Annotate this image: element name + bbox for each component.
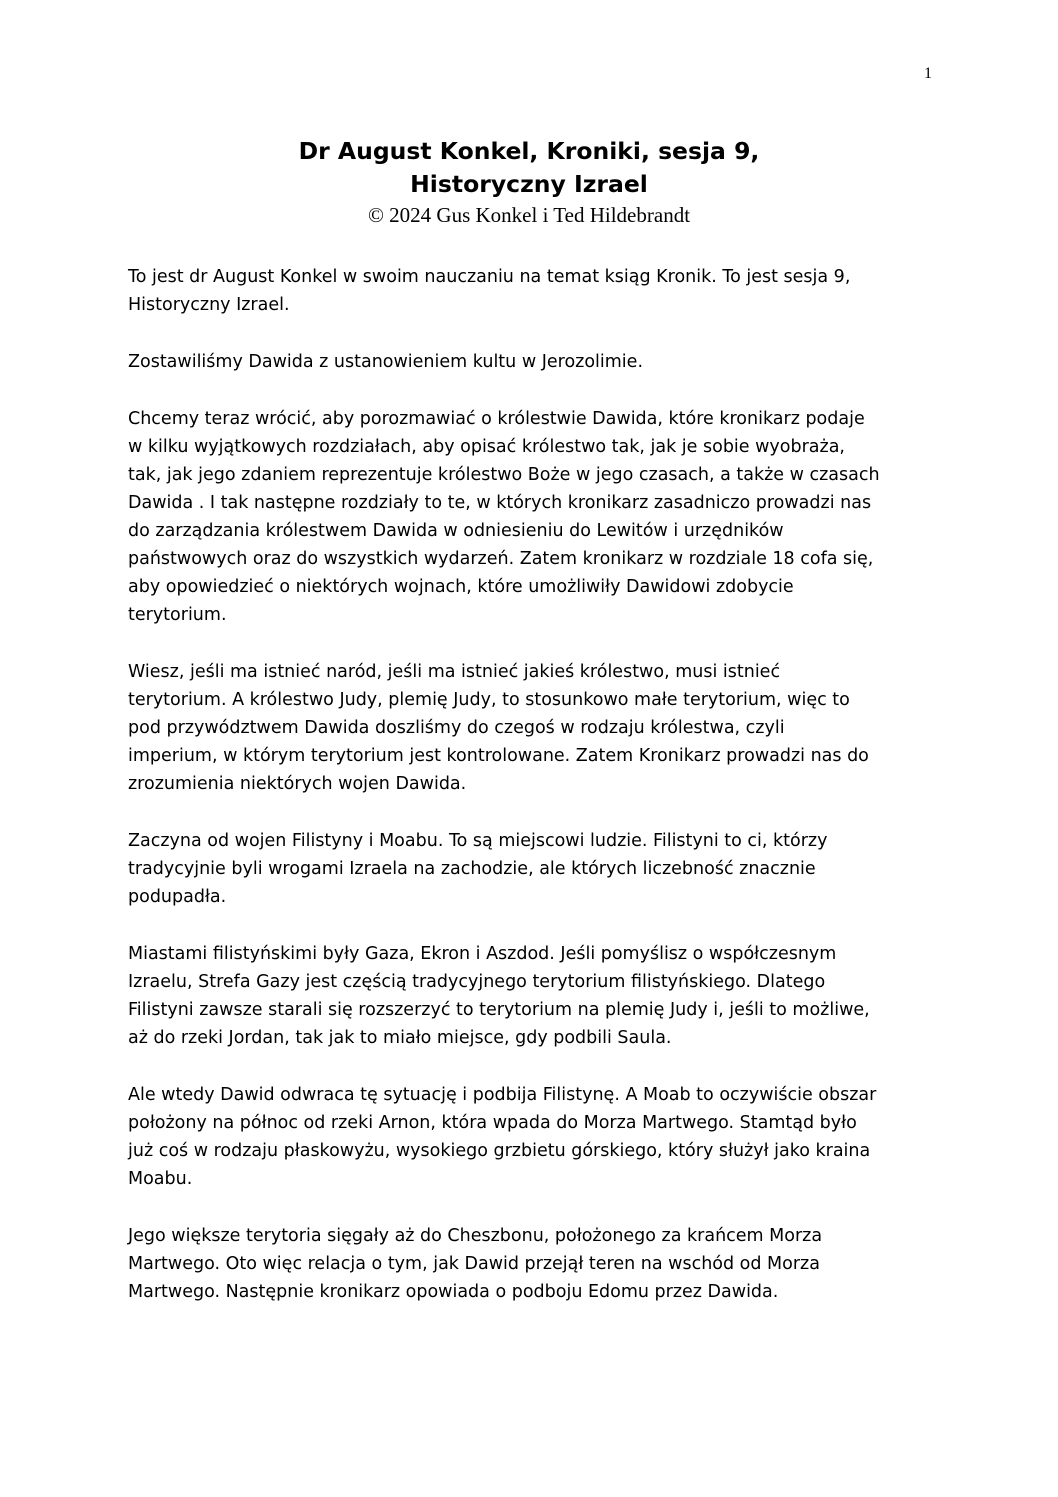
paragraph-line: Miastami filistyńskimi były Gaza, Ekron i Aszdod. Jeśli pomyślisz o współczesnym (128, 944, 837, 964)
paragraph-line: Jego większe terytoria sięgały aż do Cheszbonu, położonego za krańcem Morza (128, 1226, 823, 1246)
paragraph-line: Filistyni zawsze starali się rozszerzyć to terytorium na plemię Judy i, jeśli to możliwe, (128, 1000, 870, 1020)
paragraph-line: Zostawiliśmy Dawida z ustanowieniem kultu w Jerozolimie. (128, 352, 644, 372)
paragraph (128, 658, 928, 798)
paragraph-line: Zaczyna od wojen Filistyny i Moabu. To są miejscowi ludzie. Filistyni to ci, którzy (128, 831, 828, 851)
paragraph-line: tradycyjnie byli wrogami Izraela na zachodzie, ale których liczebność znacznie (128, 859, 816, 879)
paragraph (128, 1222, 928, 1306)
paragraph-line: imperium, w którym terytorium jest kontrolowane. Zatem Kronikarz prowadzi nas do (128, 746, 869, 766)
paragraph-line: państwowych oraz do wszystkich wydarzeń. Zatem kronikarz w rozdziale 18 cofa się, (128, 549, 874, 569)
paragraph-line: do zarządzania królestwem Dawida w odniesieniu do Lewitów i urzędników (128, 521, 784, 541)
paragraph-line: aż do rzeki Jordan, tak jak to miało miejsce, gdy podbili Saula. (128, 1028, 672, 1048)
paragraph (128, 263, 928, 319)
paragraph-line: w kilku wyjątkowych rozdziałach, aby opisać królestwo tak, jak je sobie wyobraża, (128, 437, 845, 457)
paragraph-line: podupadła. (128, 887, 227, 907)
paragraph-line: Moabu. (128, 1169, 193, 1189)
paragraph-line: terytorium. (128, 605, 227, 625)
document-body (128, 263, 928, 1335)
paragraph-line: Historyczny Izrael. (128, 295, 290, 315)
paragraph (128, 1081, 928, 1193)
paragraph (128, 348, 928, 376)
paragraph-line: zrozumienia niektórych wojen Dawida. (128, 774, 467, 794)
paragraph-line: Martwego. Następnie kronikarz opowiada o podboju Edomu przez Dawida. (128, 1282, 779, 1302)
paragraph (128, 827, 928, 911)
document-header (0, 135, 1058, 228)
paragraph-line: Martwego. Oto więc relacja o tym, jak Dawid przejął teren na wschód od Morza (128, 1254, 820, 1274)
paragraph-line: tak, jak jego zdaniem reprezentuje królestwo Boże w jego czasach, a także w czasach (128, 465, 880, 485)
paragraph-line: aby opowiedzieć o niektórych wojnach, które umożliwiły Dawidowi zdobycie (128, 577, 794, 597)
paragraph-line: położony na północ od rzeki Arnon, która wpada do Morza Martwego. Stamtąd było (128, 1113, 857, 1133)
paragraph-line: Izraelu, Strefa Gazy jest częścią tradycyjnego terytorium filistyńskiego. Dlatego (128, 972, 826, 992)
paragraph-line: To jest dr August Konkel w swoim nauczaniu na temat ksiąg Kronik. To jest sesja 9, (128, 267, 851, 287)
copyright-notice: © 2024 Gus Konkel i Ted Hildebrandt (367, 203, 691, 227)
paragraph-line: Dawida . I tak następne rozdziały to te, w których kronikarz zasadniczo prowadzi nas (128, 493, 872, 513)
document-title-line-2: Historyczny Izrael (410, 170, 648, 198)
paragraph-line: Chcemy teraz wrócić, aby porozmawiać o królestwie Dawida, które kronikarz podaje (128, 409, 865, 429)
document-title-line-1: Dr August Konkel, Kroniki, sesja 9, (298, 137, 760, 165)
paragraph (128, 940, 928, 1052)
paragraph-line: Wiesz, jeśli ma istnieć naród, jeśli ma istnieć jakieś królestwo, musi istnieć (128, 662, 781, 682)
paragraph-line: już coś w rodzaju płaskowyżu, wysokiego grzbietu górskiego, który służył jako kraina (128, 1141, 871, 1161)
paragraph-line: pod przywództwem Dawida doszliśmy do czegoś w rodzaju królestwa, czyli (128, 718, 785, 738)
paragraph-line: terytorium. A królestwo Judy, plemię Judy, to stosunkowo małe terytorium, więc to (128, 690, 850, 710)
page-number: 1 (924, 65, 932, 82)
paragraph (128, 405, 928, 629)
paragraph-line: Ale wtedy Dawid odwraca tę sytuację i podbija Filistynę. A Moab to oczywiście obszar (128, 1085, 877, 1105)
